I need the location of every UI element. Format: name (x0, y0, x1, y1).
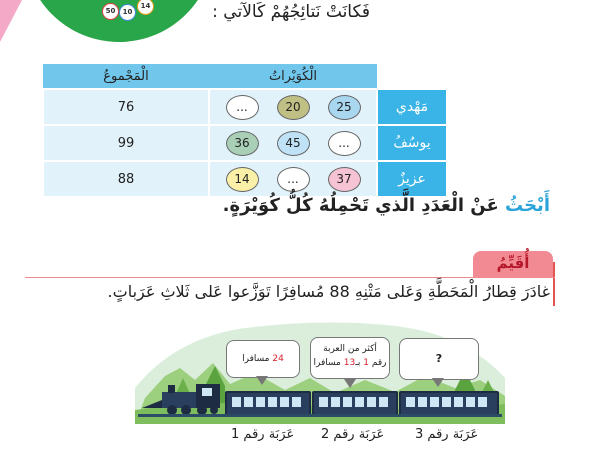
car-label-2: عَرَبَة رقم 2 (321, 427, 385, 442)
train-car-1 (225, 391, 311, 416)
ball-oval: 45 (277, 131, 310, 156)
ball-oval: 37 (328, 167, 361, 192)
problem-text: غادَرَ قِطارُ الْمَحَطَّةِ وَعَلى مَتْنِهِ 88 مُسافِرًا تَوَزَّعوا عَلى ثَلاثِ عَرَباتٍ. (107, 282, 550, 301)
car-label-3: عَرَبَة رقم 3 (415, 427, 479, 442)
search-instruction (223, 195, 550, 216)
bubble-2-line-1: أكثر من العربة (323, 344, 377, 354)
ball-oval: ... (328, 131, 361, 156)
row-name: يوسُفُ (377, 125, 447, 161)
intro-text: فَكانَتْ نَتائِجُهُمْ كَالآتي : (212, 2, 370, 22)
ball-10: 10 (119, 4, 136, 21)
ball-50: 50 (102, 3, 119, 20)
section-divider (25, 277, 555, 278)
row-total: 99 (43, 125, 209, 161)
bubble-car-2 (310, 337, 390, 379)
section-marker (553, 262, 555, 306)
bubble-tail (256, 376, 268, 385)
train-car-2 (312, 391, 398, 416)
green-basket-illustration (24, 0, 214, 42)
header-blank (377, 64, 447, 89)
row-name: مَهْدي (377, 89, 447, 125)
bubble-tail (432, 378, 444, 387)
ball-14: 14 (137, 0, 154, 15)
search-verb: أَبْحَثُ (505, 195, 550, 216)
row-total: 76 (43, 89, 209, 125)
header-total: الْمَجْموعُ (43, 64, 209, 89)
bubble-tail (344, 379, 356, 388)
bubble-2-line-2: رقم 1 بـ13 مسافرا (313, 358, 387, 368)
bubble-1-number: 24 (272, 354, 284, 364)
bubble-car-3: ? (399, 338, 479, 380)
results-table (42, 64, 448, 198)
locomotive-icon (140, 382, 224, 416)
train-car-3 (399, 391, 499, 416)
assess-heading: أُقَيِّمُ (473, 251, 553, 277)
ball-oval: 36 (226, 131, 259, 156)
table-row (43, 125, 447, 161)
row-name: عزيزٌ (377, 161, 447, 197)
header-balls: الْكُوَيْراتُ (209, 64, 377, 89)
ball-oval: 14 (226, 167, 259, 192)
search-rest: عَنْ الْعَدَدِ الَّذي تَحْمِلُهُ كُلُّ كُوَيْرَةٍ. (222, 195, 506, 216)
table-row (43, 89, 447, 125)
table-row (43, 161, 447, 197)
row-total: 88 (43, 161, 209, 197)
ball-oval: 25 (328, 95, 361, 120)
car-label-1: عَرَبَة رقم 1 (231, 427, 295, 442)
bubble-car-1 (226, 340, 300, 378)
rail-track (138, 414, 502, 417)
pink-corner-decoration (0, 0, 22, 42)
ball-oval: ... (277, 167, 310, 192)
ball-oval: 20 (277, 95, 310, 120)
bubble-1-text: مسافرا (242, 354, 270, 364)
ball-oval: ... (226, 95, 259, 120)
